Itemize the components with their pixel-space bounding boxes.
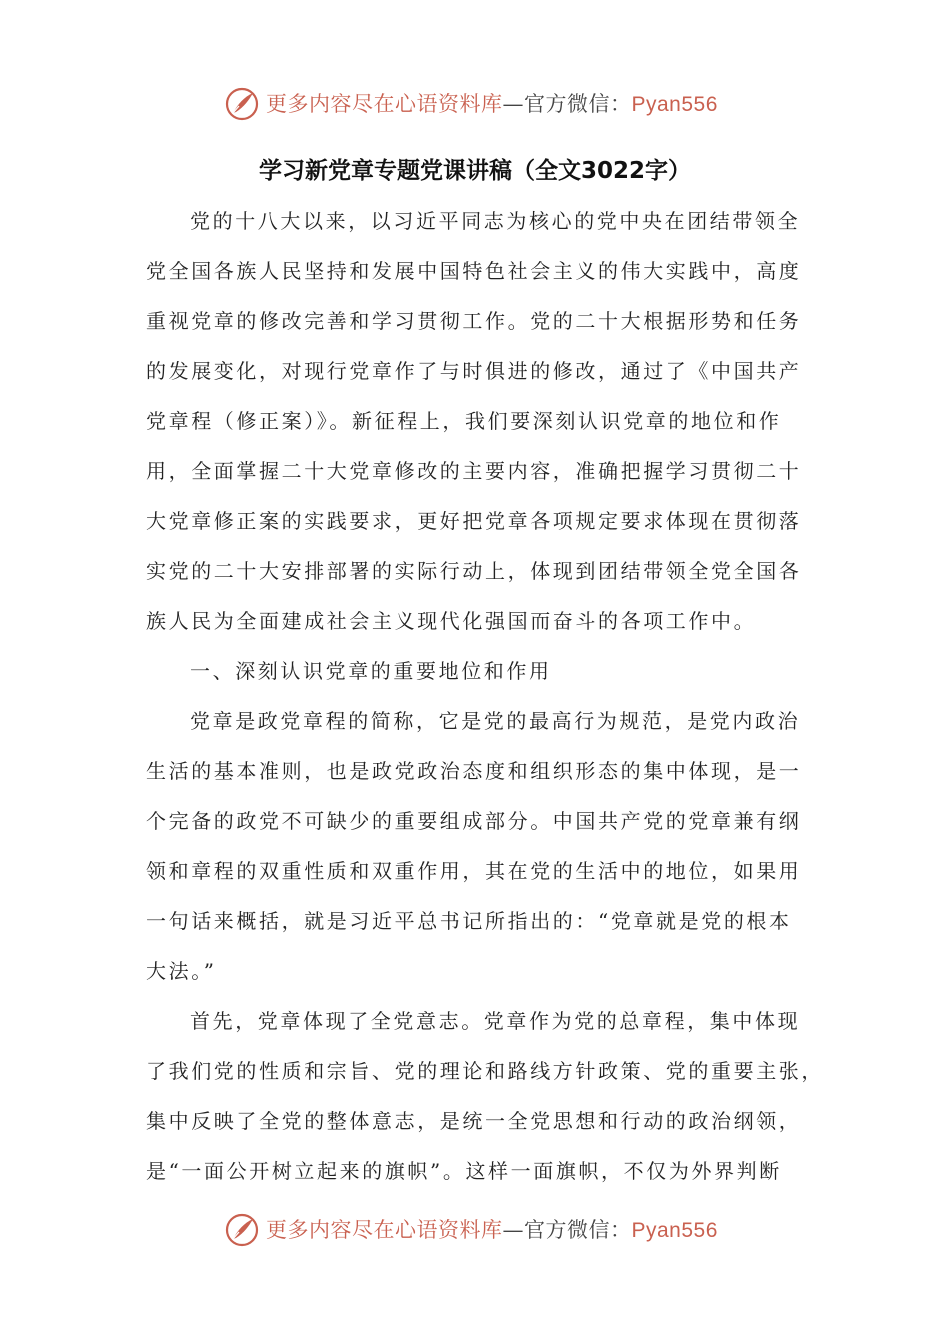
paragraph-line: 党章程（修正案）》。新征程上，我们要深刻认识党章的地位和作 (146, 409, 782, 433)
quill-pen-logo-icon (224, 1212, 260, 1248)
header-watermark-banner (0, 84, 950, 124)
paragraph-line: 实党的二十大安排部署的实际行动上，体现到团结带领全党全国各 (146, 559, 802, 583)
paragraph-line: 用，全面掌握二十大党章修改的主要内容，准确把握学习贯彻二十 (146, 459, 802, 483)
watermark-wechat-id: Pyan556 (631, 1219, 718, 1242)
paragraph-line: 大法。” (146, 959, 217, 983)
paragraph-line: 生活的基本准则，也是政党政治态度和组织形态的集中体现，是一 (146, 759, 802, 783)
watermark-text (266, 90, 718, 119)
watermark-wechat-id: Pyan556 (631, 93, 718, 116)
paragraph-line: 重视党章的修改完善和学习贯彻工作。党的二十大根据形势和任务 (146, 309, 802, 333)
document-body (146, 196, 824, 1196)
watermark-official-label: —官方微信： (502, 92, 632, 116)
watermark-site-name: 更多内容尽在心语资料库 (266, 1218, 503, 1242)
paragraph-line: 党全国各族人民坚持和发展中国特色社会主义的伟大实践中，高度 (146, 259, 802, 283)
paragraph-line: 了我们党的性质和宗旨、党的理论和路线方针政策、党的重要主张， (146, 1059, 824, 1083)
watermark-site-name: 更多内容尽在心语资料库 (266, 92, 503, 116)
watermark-official-label: —官方微信： (502, 1218, 632, 1242)
paragraph-line: 一句话来概括，就是习近平总书记所指出的：“党章就是党的根本 (146, 909, 792, 933)
paragraph-line: 党章是政党章程的简称，它是党的最高行为规范，是党内政治 (190, 709, 801, 733)
paragraph-line: 大党章修正案的实践要求，更好把党章各项规定要求体现在贯彻落 (146, 509, 802, 533)
watermark-text (266, 1216, 718, 1245)
section-heading: 一、深刻认识党章的重要地位和作用 (190, 659, 552, 683)
paragraph-line: 个完备的政党不可缺少的重要组成部分。中国共产党的党章兼有纲 (146, 809, 802, 833)
document-title: 学习新党章专题党课讲稿（全文3022字） (258, 158, 691, 184)
footer-watermark-banner (0, 1210, 950, 1250)
paragraph-line: 是“一面公开树立起来的旗帜”。这样一面旗帜，不仅为外界判断 (146, 1159, 782, 1183)
quill-pen-logo-icon (224, 86, 260, 122)
paragraph-line: 党的十八大以来，以习近平同志为核心的党中央在团结带领全 (190, 209, 801, 233)
paragraph-line: 首先，党章体现了全党意志。党章作为党的总章程，集中体现 (190, 1009, 801, 1033)
paragraph-line: 领和章程的双重性质和双重作用，其在党的生活中的地位，如果用 (146, 859, 802, 883)
paragraph-line: 族人民为全面建成社会主义现代化强国而奋斗的各项工作中。 (146, 609, 757, 633)
paragraph-line: 的发展变化，对现行党章作了与时俱进的修改，通过了《中国共产 (146, 359, 802, 383)
paragraph-line: 集中反映了全党的整体意志，是统一全党思想和行动的政治纲领， (146, 1109, 802, 1133)
